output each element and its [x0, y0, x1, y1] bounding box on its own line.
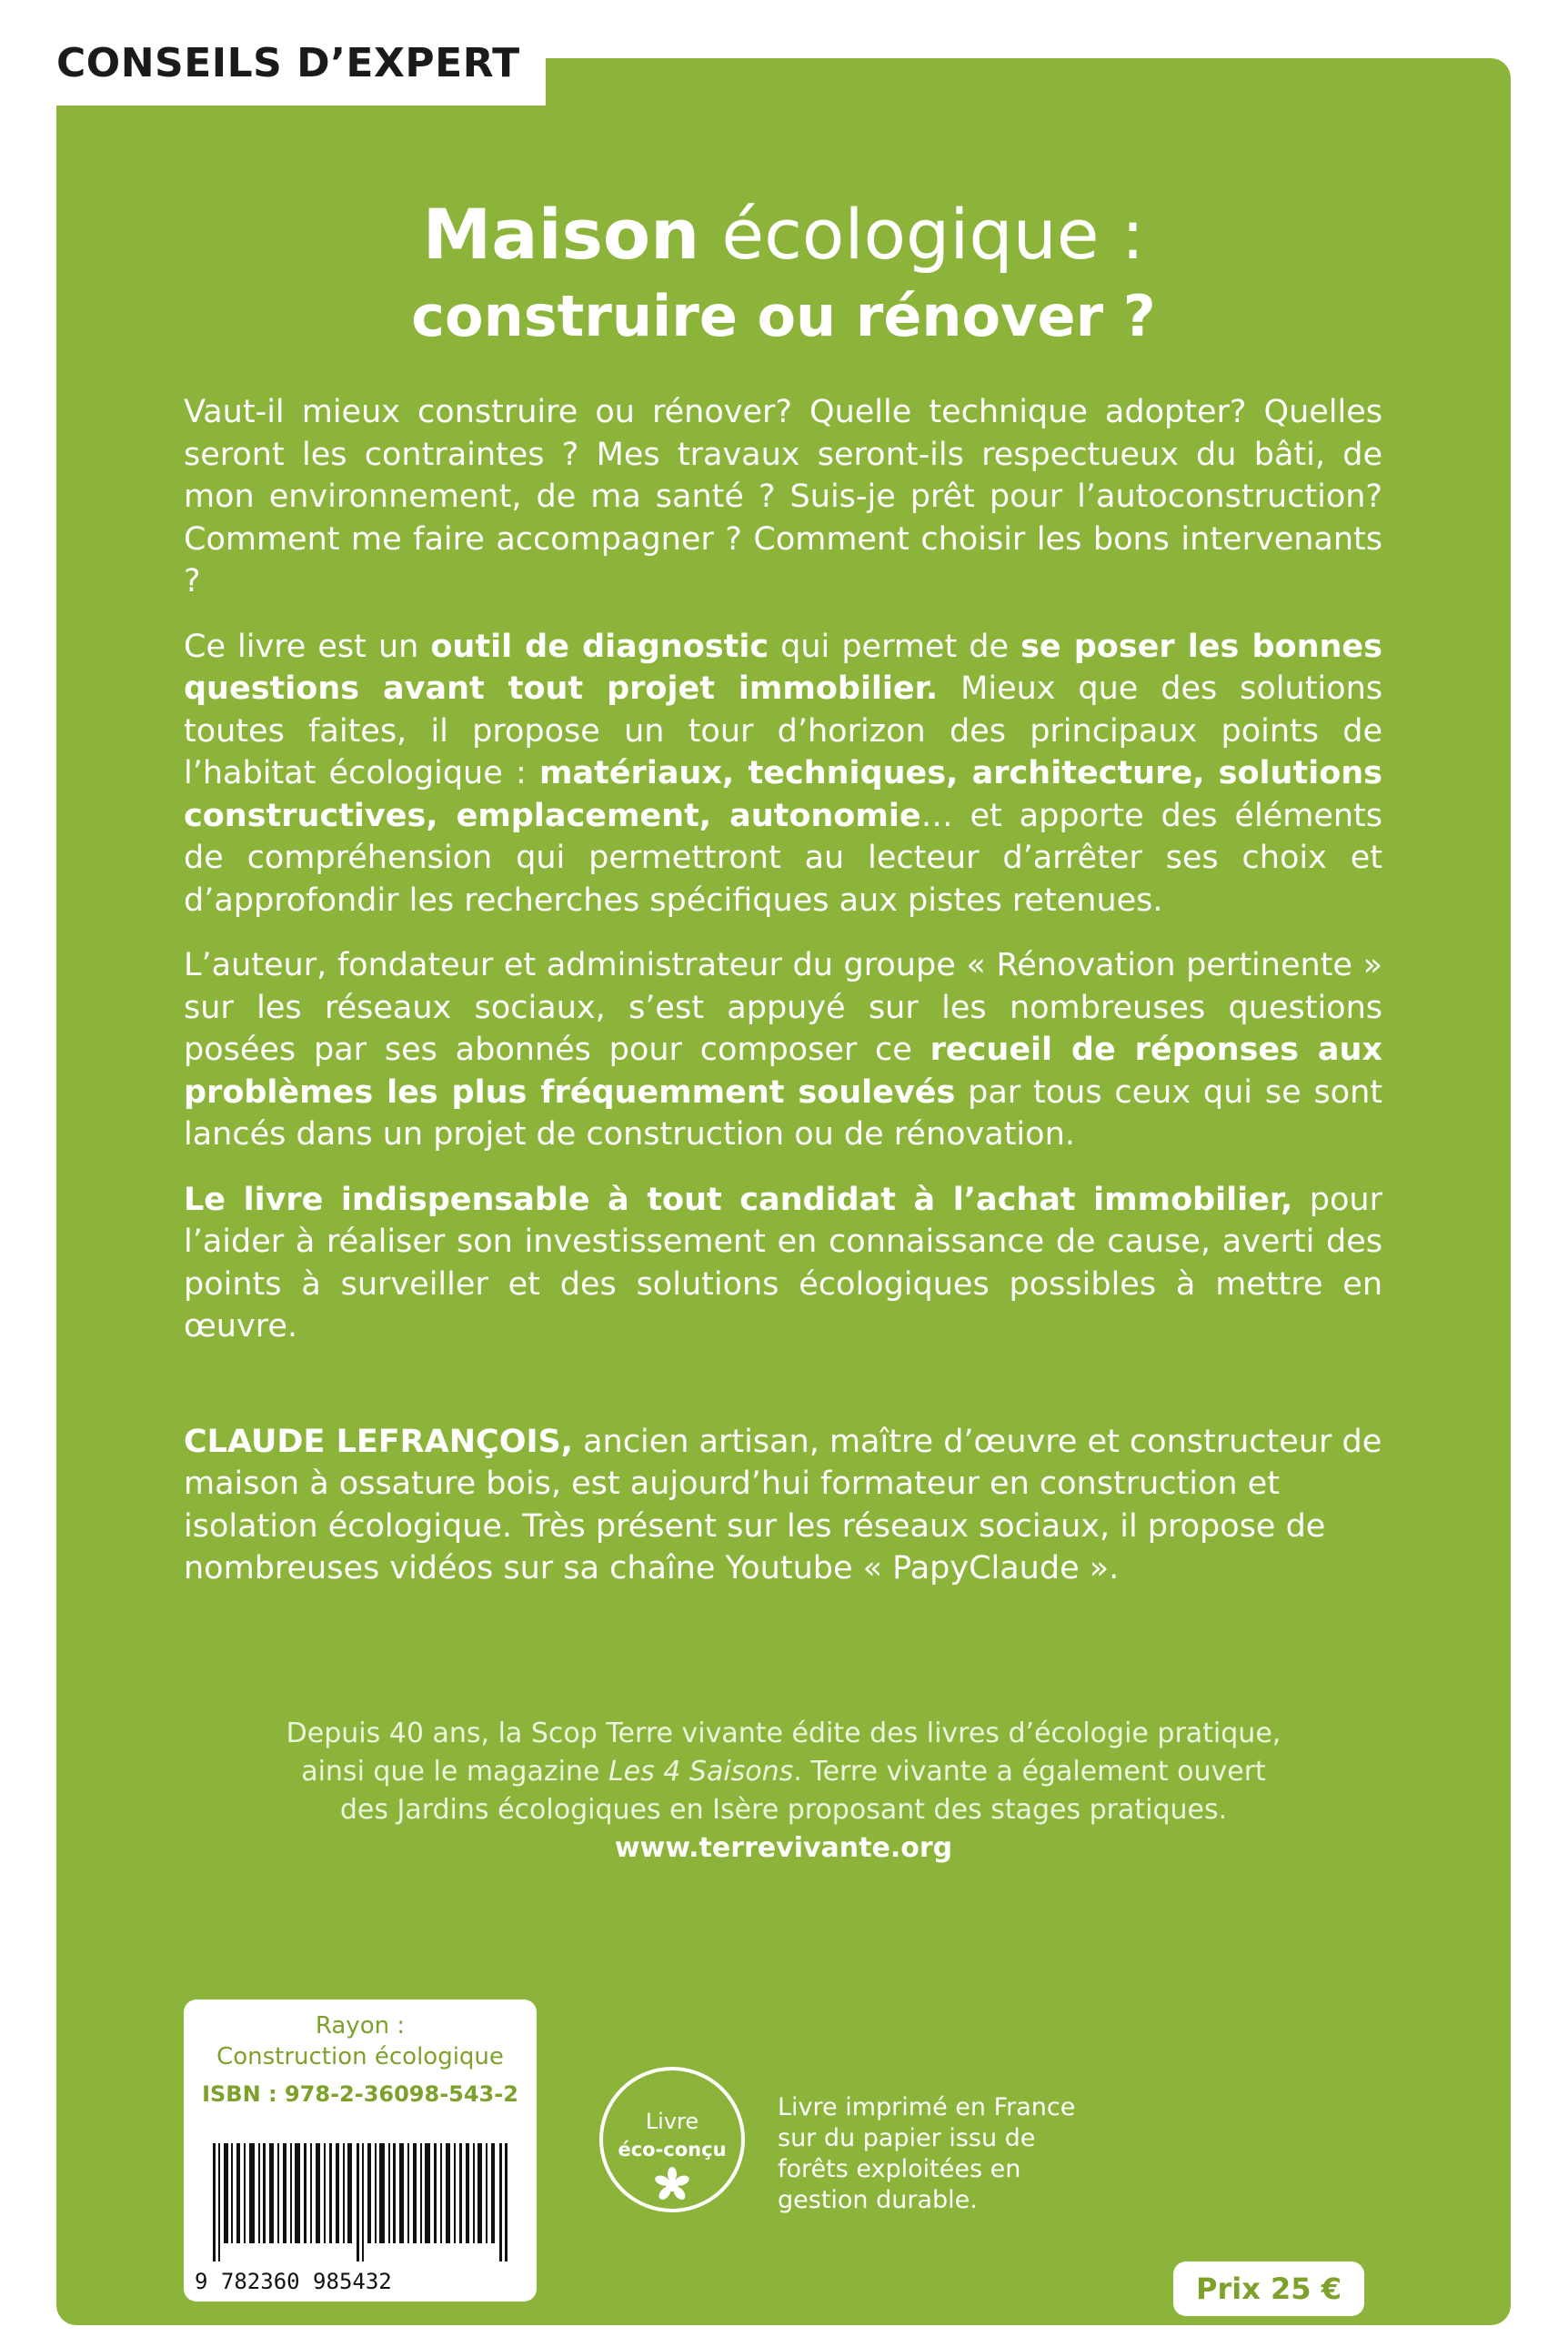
text-span: L’auteur, fondateur et administrateur du groupe « Rénovation pertinente » sur les réseaux sociaux, s’est appuyé sur les nombreuses questions posées par ses abonnés pour composer ce	[184, 947, 1382, 1068]
text-span: … et apporte des éléments de compréhension qui permettront au lecteur d’arrêter ses choix et d’approfondir les recherches spécifiques aux pistes retenues.	[184, 797, 1382, 919]
book-title	[56, 191, 1511, 355]
back-cover-text	[184, 391, 1382, 1613]
magazine-name: Les 4 Saisons	[608, 1756, 794, 1788]
barcode-icon	[213, 2143, 508, 2261]
eco-text-line: Livre imprimé en France	[778, 2093, 1076, 2121]
series-label: CONSEILS D’EXPERT	[56, 40, 520, 86]
publisher-line	[56, 1753, 1511, 1791]
text-span: par tous ceux qui se sont lancés dans un projet de construction ou de rénovation.	[184, 1073, 1382, 1153]
barcode-box	[184, 1999, 537, 2302]
rayon-label: Rayon :	[315, 2012, 406, 2040]
eco-text-line: gestion durable.	[778, 2186, 978, 2214]
text-span: . Terre vivante a également ouvert	[793, 1756, 1266, 1788]
paragraph-indispensable	[184, 1179, 1382, 1348]
author-name: CLAUDE LEFRANÇOIS,	[184, 1423, 573, 1460]
text-span: Mieux que des solutions toutes faites, il propose un tour d’horizon des principaux points de l’habitat écologique :	[184, 670, 1382, 791]
eco-label-icon	[596, 2063, 749, 2216]
publisher-line: Depuis 40 ans, la Scop Terre vivante édite des livres d’écologie pratique,	[286, 1717, 1282, 1749]
paragraph-diagnostic	[184, 626, 1382, 922]
price-badge: Prix 25 €	[1173, 2261, 1364, 2316]
author-bio	[184, 1421, 1382, 1590]
bold-span: Le livre indispensable à tout candidat à l’achat immobilier,	[184, 1181, 1293, 1218]
bold-span: matériaux, techniques, architecture, solutions constructives, emplacement, autonomie	[184, 755, 1382, 834]
publisher-info	[56, 1715, 1511, 1868]
text-span: ancien artisan, maître d’œuvre et constructeur de maison à ossature bois, est aujourd’hui formateur en construction et isolation écologique. Très présent sur les réseaux sociaux, il propose de nombreuses vidéos sur sa chaîne Youtube « PapyClaude ».	[184, 1423, 1382, 1586]
title-light-word: écologique :	[721, 194, 1145, 275]
rayon-value: Construction écologique	[216, 2043, 504, 2070]
paragraph-author-group	[184, 944, 1382, 1156]
paragraph-questions: Vaut-il mieux construire ou rénover? Quelle technique adopter? Quelles seront les contraintes ? Mes travaux seront-ils respectueux du bâti, de mon environnement, de ma santé ? Suis-je prêt pour l’autoconstruction? Comment me faire accompagner ? Comment choisir les bons intervenants ?	[184, 394, 1382, 599]
title-main	[56, 191, 1511, 278]
title-subtitle: construire ou rénover ?	[411, 283, 1156, 349]
text-span: Ce livre est un	[184, 628, 431, 665]
text-span: pour l’aider à réaliser son investissement en connaissance de cause, averti des points à surveiller et des solutions écologiques possibles à mettre en œuvre.	[184, 1181, 1382, 1345]
badge-line-1: Livre	[645, 2109, 699, 2134]
bold-span: recueil de réponses aux problèmes les plus fréquemment soulevés	[184, 1032, 1382, 1111]
text-span: qui permet de	[769, 628, 1021, 665]
flower-icon	[654, 2167, 690, 2201]
panel-notch	[1512, 1648, 1568, 2058]
isbn: ISBN : 978-2-36098-543-2	[202, 2081, 518, 2107]
badge-line-2: éco-conçu	[618, 2139, 727, 2161]
bold-span: se poser les bonnes questions avant tout projet immobilier.	[184, 628, 1382, 707]
eco-printing-note	[778, 2092, 1123, 2216]
title-bold-word: Maison	[422, 194, 700, 275]
publisher-url[interactable]: www.terrevivante.org	[614, 1832, 953, 1864]
panel-notch	[1512, 2197, 1568, 2347]
barcode-digits: 9 782360 985432	[195, 2269, 392, 2294]
bold-span: outil de diagnostic	[430, 628, 769, 665]
text-span: ainsi que le magazine	[301, 1756, 608, 1788]
eco-text-line: forêts exploitées en	[778, 2155, 1021, 2183]
eco-text-line: sur du papier issu de	[778, 2124, 1036, 2152]
rayon-info	[184, 2010, 537, 2072]
publisher-line: des Jardins écologiques en Isère proposant des stages pratiques.	[339, 1794, 1228, 1826]
